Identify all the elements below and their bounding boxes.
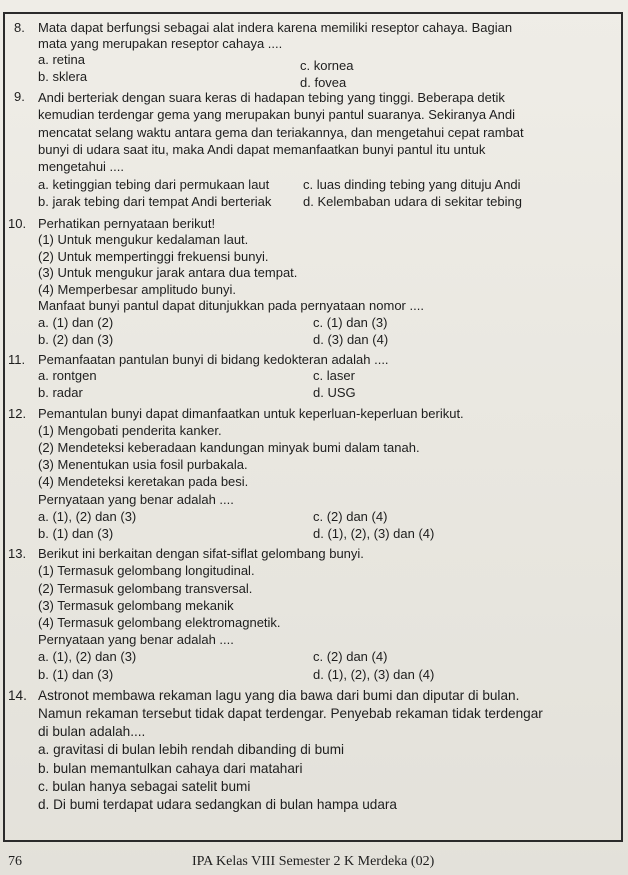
question-stem-line: Astronot membawa rekaman lagu yang dia bawa dari bumi dan diputar di bulan. (38, 687, 520, 703)
option-a[interactable]: a. (1), (2) dan (3) (38, 649, 137, 665)
question-stem-line: mata yang merupakan reseptor cahaya .... (38, 36, 283, 52)
option-a[interactable]: a. retina (38, 52, 85, 68)
question-number: 11. (8, 352, 26, 368)
question-14 (8, 687, 614, 814)
option-b[interactable]: b. bulan memantulkan cahaya dari matahari (38, 760, 303, 776)
option-c[interactable]: c. kornea (300, 58, 354, 74)
question-prompt: Pernyataan yang benar adalah .... (38, 491, 234, 507)
option-d[interactable]: d. fovea (300, 74, 347, 90)
question-number: 14. (8, 687, 27, 703)
option-d[interactable]: d. USG (313, 385, 356, 400)
question-number: 13. (8, 546, 27, 562)
question-stem-line: Mata dapat berfungsi sebagai alat indera karena memiliki reseptor cahaya. Bagian (38, 20, 513, 35)
page-footer (0, 848, 628, 875)
statement-1: (1) Untuk mengukur kedalaman laut. (38, 232, 249, 248)
question-stem-line: Pemanfaatan pantulan bunyi di bidang kedokteran adalah .... (38, 352, 389, 368)
question-13 (8, 546, 614, 683)
option-a[interactable]: a. gravitasi di bulan lebih rendah dibanding di bumi (38, 742, 345, 758)
question-stem-line: Berikut ini berkaitan dengan sifat-siflat gelombang bunyi. (38, 546, 364, 562)
question-number: 12. (8, 405, 27, 421)
question-stem-line: kemudian terdengar gema yang merupakan bunyi pantul suaranya. Sekiranya Andi (38, 107, 515, 123)
question-prompt: Manfaat bunyi pantul dapat ditunjukkan pada pernyataan nomor .... (38, 298, 424, 314)
statement-3: (3) Menentukan usia fosil purbakala. (38, 457, 248, 473)
question-prompt: Pernyataan yang benar adalah .... (38, 632, 234, 648)
statement-2: (2) Termasuk gelombang transversal. (38, 580, 253, 596)
question-stem-line: Namun rekaman tersebut tidak dapat terdengar. Penyebab rekaman tidak terdengar (38, 706, 543, 722)
question-number: 10. (8, 215, 27, 231)
option-d[interactable]: d. Di bumi terdapat udara sedangkan di bulan hampa udara (38, 797, 397, 813)
question-stem-line: Perhatikan pernyataan berikut! (38, 215, 216, 231)
option-c[interactable]: c. bulan hanya sebagai satelit bumi (38, 778, 251, 794)
question-list (8, 20, 614, 816)
question-stem-line: Andi berteriak dengan suara keras di hadapan tebing yang tinggi. Beberapa detik (38, 89, 505, 105)
question-11 (8, 352, 614, 401)
option-d[interactable]: d. (1), (2), (3) dan (4) (313, 526, 435, 542)
option-b[interactable]: b. sklera (38, 68, 88, 84)
option-a[interactable]: a. (1) dan (2) (38, 315, 114, 331)
statement-3: (3) Termasuk gelombang mekanik (38, 597, 234, 613)
option-c[interactable]: c. luas dinding tebing yang dituju Andi (303, 176, 521, 192)
option-d[interactable]: d. Kelembaban udara di sekitar tebing (303, 193, 522, 209)
option-c[interactable]: c. (1) dan (3) (313, 315, 388, 331)
question-stem-line: Pemantulan bunyi dapat dimanfaatkan untuk keperluan-keperluan berikut. (38, 405, 464, 421)
question-stem-line: mengetahui .... (38, 159, 124, 175)
option-c[interactable]: c. laser (313, 368, 355, 384)
question-number: 8. (14, 20, 25, 35)
option-a[interactable]: a. (1), (2) dan (3) (38, 508, 137, 524)
question-number: 9. (14, 88, 25, 104)
statement-4: (4) Termasuk gelombang elektromagnetik. (38, 615, 281, 631)
question-10 (8, 215, 614, 348)
question-9 (14, 89, 614, 210)
question-stem-line: mencatat selang waktu antara gema dan teriakannya, dan mengetahui cepat rambat (38, 124, 524, 140)
footer-title: IPA Kelas VIII Semester 2 K Merdeka (02) (192, 854, 435, 869)
statement-1: (1) Mengobati penderita kanker. (38, 422, 222, 438)
question-12 (8, 405, 614, 543)
statement-3: (3) Untuk mengukur jarak antara dua tempat. (38, 265, 298, 281)
option-b[interactable]: b. (1) dan (3) (38, 526, 114, 542)
statement-4: (4) Mendeteksi keretakan pada besi. (38, 474, 249, 490)
option-b[interactable]: b. jarak tebing dari tempat Andi berteriak (38, 193, 272, 209)
statement-2: (2) Untuk mempertinggi frekuensi bunyi. (38, 248, 269, 264)
option-b[interactable]: b. (2) dan (3) (38, 331, 114, 347)
option-c[interactable]: c. (2) dan (4) (313, 649, 388, 665)
statement-4: (4) Memperbesar amplitudo bunyi. (38, 281, 236, 297)
statement-2: (2) Mendeteksi keberadaan kandungan minyak bumi dalam tanah. (38, 440, 420, 455)
page-number: 76 (8, 854, 22, 869)
option-b[interactable]: b. radar (38, 385, 83, 400)
option-d[interactable]: d. (1), (2), (3) dan (4) (313, 666, 435, 682)
question-stem-line: bunyi di udara saat itu, maka Andi dapat memanfaatkan bunyi pantul itu untuk (38, 142, 486, 158)
option-b[interactable]: b. (1) dan (3) (38, 666, 114, 682)
option-c[interactable]: c. (2) dan (4) (313, 508, 388, 524)
option-a[interactable]: a. rontgen (38, 368, 97, 384)
question-stem-line: di bulan adalah.... (38, 724, 146, 740)
option-d[interactable]: d. (3) dan (4) (313, 331, 389, 347)
statement-1: (1) Termasuk gelombang longitudinal. (38, 563, 255, 579)
question-8 (14, 20, 614, 90)
option-a[interactable]: a. ketinggian tebing dari permukaan laut (38, 176, 270, 192)
